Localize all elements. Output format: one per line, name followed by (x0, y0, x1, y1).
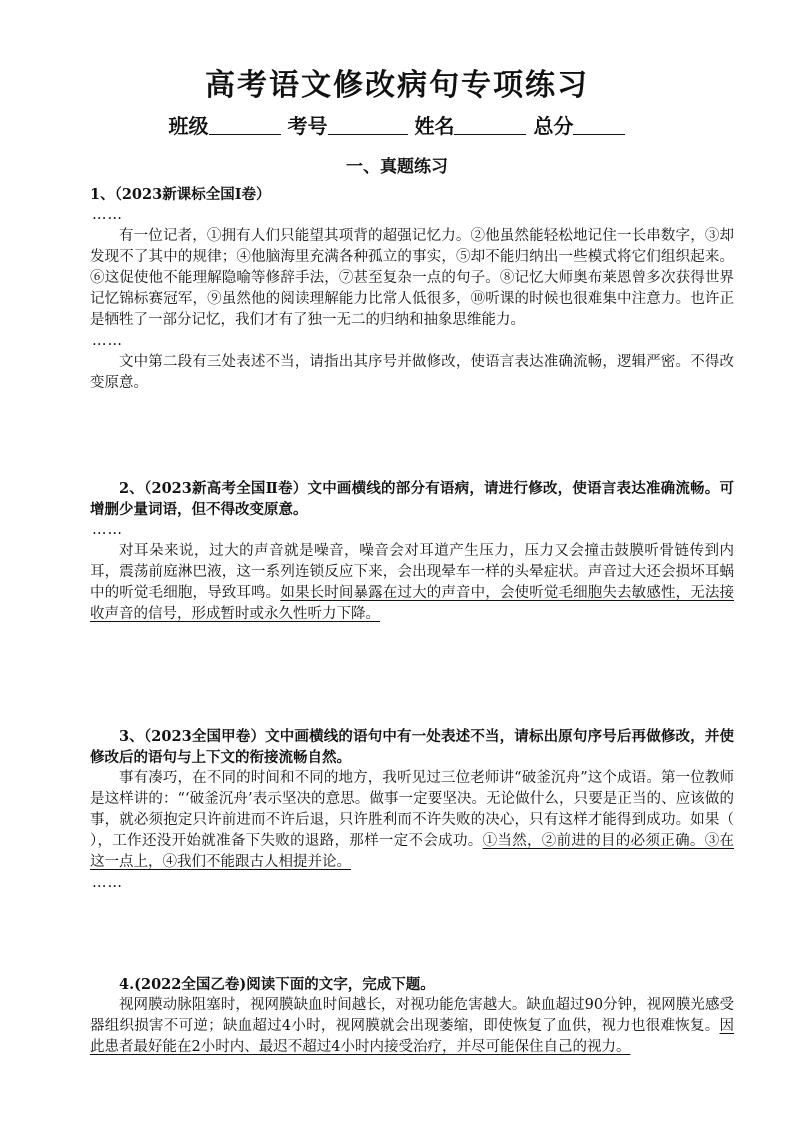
question-3-head: 3、（2023全国甲卷）文中画横线的语句中有一处表述不当，请标出原句序号后再做修改，并使修改后的语句与上下文的衔接流畅自然。 (90, 728, 734, 766)
question-1-passage: 有一位记者，①拥有人们只能望其项背的超强记忆力。②他虽然能轻松地记住一长串数字，③却发现不了其中的规律；④他脑海里充满各种孤立的事实，⑤却不能归纳出一些模式将它们组织起来。⑥这促使他不能理解隐喻等修辞手法，⑦甚至复杂一点的句子。⑧记忆大师奥布莱恩曾多次获得世界记忆锦标赛冠军，⑨虽然他的阅读理解能力比常人低很多，⑩听课的时候也很难集中注意力。也许正是牺牲了一部分记忆，我们才有了独一无二的归纳和抽象思维能力。 (90, 228, 734, 328)
question-2 (90, 478, 734, 625)
question-4-passage-text: 视网膜动脉阻塞时，视网膜缺血时间越长，对视功能危害越大。缺血超过90分钟，视网膜光感受器组织损害不可逆；缺血超过4小时，视网膜就会出现萎缩，即使恢复了血供，视力也很难恢复。 (90, 997, 734, 1034)
question-3-passage (90, 768, 734, 873)
student-info-line (0, 110, 794, 139)
question-3-passage-text: 事有凑巧，在不同的时间和不同的地方，我听见过三位老师讲“破釜沉舟”这个成语。第一位教师是这样讲的：“‘破釜沉舟’表示坚决的意思。做事一定要坚决。无论做什么，只要是正当的、应该做的事，就必须抱定只许前进而不许后退，只许胜利而不许失败的决心，只有这样才能得到成功。如果（ ），工作还没开始就准备下失败的退路，那样一定不会成功。 (90, 770, 734, 849)
class-label: 班级 (168, 114, 209, 138)
question-4-passage (90, 995, 734, 1058)
question-2-underlined-sentence: 如果长时间暴露在过大的声音中，会使听觉毛细胞失去敏感性，无法接收声音的信号，形成暂时或永久性听力下降。 (90, 585, 735, 622)
section-heading: 一、真题练习 (346, 157, 448, 177)
question-2-passage-text: 对耳朵来说，过大的声音就是噪音，噪音会对耳道产生压力，压力又会撞击鼓膜听骨链传到内耳，震荡前庭淋巴液，这一系列连锁反应下来，会出现晕车一样的头晕症状。声音过大还会损坏耳蜗中的听觉毛细胞，导致耳鸣。 (90, 543, 734, 601)
question-4-head: 4.(2022全国乙卷)阅读下面的文字，完成下题。 (119, 976, 435, 993)
score-blank[interactable] (573, 116, 625, 135)
question-4-underlined-sentence: 因此患者最好能在2小时内、最迟不超过4小时内接受治疗，并尽可能保住自己的视力。 (90, 1018, 734, 1055)
question-2-head: 2、（2023新高考全国Ⅱ卷）文中画横线的部分有语病，请进行修改，使语言表达准确流畅。可增删少量词语，但不得改变原意。 (90, 480, 734, 518)
question-1-ellipsis: …… (92, 207, 123, 223)
question-2-passage (90, 541, 734, 625)
page-title: 高考语文修改病句专项练习 (205, 68, 589, 103)
name-blank[interactable] (454, 116, 526, 135)
question-1-task: 文中第二段有三处表述不当，请指出其序号并做修改，使语言表达准确流畅，逻辑严密。不得改变原意。 (90, 354, 734, 391)
question-3 (90, 726, 734, 894)
score-label: 总分 (533, 114, 574, 138)
question-2-ellipsis: …… (92, 522, 123, 538)
question-3-ellipsis: …… (92, 875, 123, 891)
class-blank[interactable] (209, 116, 281, 135)
number-blank[interactable] (328, 116, 408, 135)
name-label: 姓名 (414, 114, 455, 138)
question-1 (90, 184, 734, 394)
question-4 (90, 974, 734, 1058)
question-3-underlined-sentences: ①当然，②前进的目的必须正确。③在这一点上，④我们不能跟古人相提并论。 (90, 833, 735, 870)
question-1-head: 1、（2023新课标全国Ⅰ卷） (90, 186, 271, 203)
number-label: 考号 (287, 114, 328, 138)
question-1-ellipsis-2: …… (92, 333, 123, 349)
